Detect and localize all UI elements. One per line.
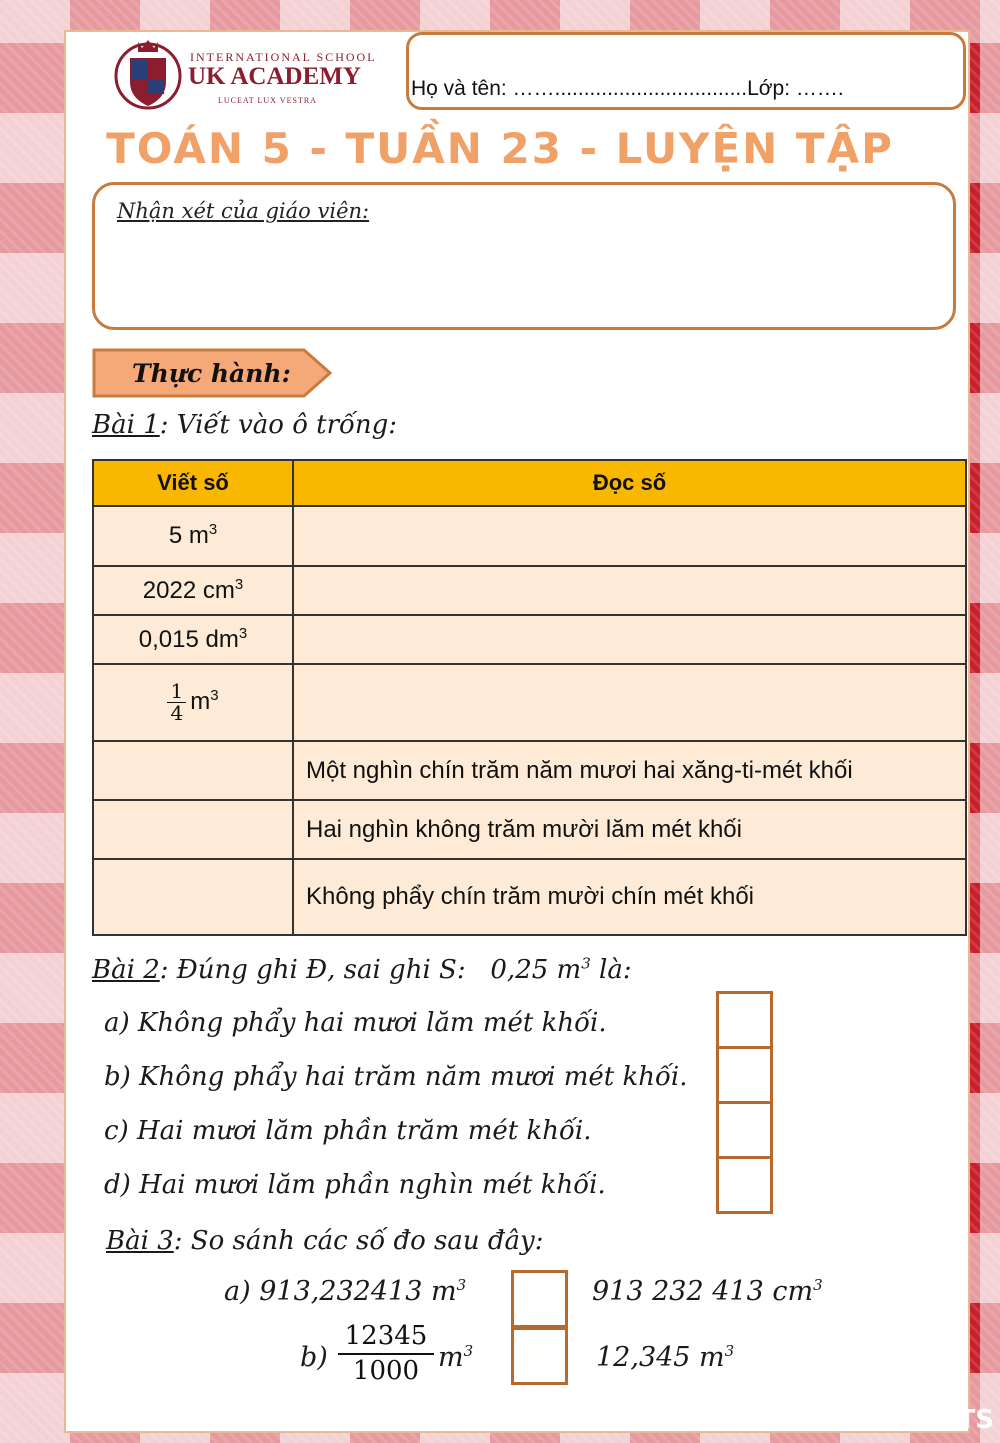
exponent: 3 [234,575,244,593]
number-value: 5 [168,522,183,549]
fraction-numerator: 12345 [338,1320,434,1355]
bai3-b-fraction [338,1320,434,1387]
school-name: UK ACADEMY [188,63,361,90]
bai2-item-c: c) Hai mươi lăm phần trăm mét khối. [104,1116,592,1146]
exponent: 3 [238,624,248,642]
write-cell [93,615,293,664]
bai2-item-a: a) Không phẩy hai mươi lăm mét khối. [104,1008,607,1038]
school-subtitle: INTERNATIONAL SCHOOL [190,50,377,64]
fraction-denominator: 4 [170,701,184,725]
col-write-header: Viết số [93,460,293,506]
bai1-label: Bài 1 [92,410,160,440]
practice-tag [92,348,332,398]
exponent: 3 [208,521,218,538]
fraction-numerator: 1 [167,681,186,703]
compare-box-a[interactable] [511,1270,568,1328]
bai1-instruction: : Viết vào ô trống: [159,410,398,440]
compare-box-b[interactable] [511,1327,568,1385]
exponent: 3 [813,1276,823,1294]
bai3-b-right-text: 12,345 m [596,1342,725,1373]
bai3-a-right-text: 913 232 413 cm [592,1276,814,1307]
answer-box-d[interactable] [716,1156,773,1214]
bai1-heading [92,410,397,440]
col-read-header: Đọc số [293,460,966,506]
write-answer-cell[interactable] [93,800,293,859]
table-row [93,566,966,615]
fraction [167,681,186,724]
write-answer-cell[interactable] [93,859,293,935]
write-cell [93,506,293,566]
answer-box-c[interactable] [716,1101,773,1159]
liveworksheets-watermark: LIVEWORKSHEETS [726,1405,994,1435]
teacher-comment-box [92,182,956,330]
write-cell [93,664,293,741]
bai3-a-left [224,1276,466,1307]
read-text-cell: Một nghìn chín trăm năm mươi hai xăng-ti-mét khối [293,741,966,800]
write-cell [93,566,293,615]
read-text-cell: Hai nghìn không trăm mười lăm mét khối [293,800,966,859]
bai2-heading [92,955,632,985]
exponent: 3 [463,1342,474,1360]
answer-box-a[interactable] [716,991,773,1049]
bai2-value: 0,25 m [490,955,582,985]
unit: m [188,522,209,549]
bai2-instruction: : Đúng ghi Đ, sai ghi S: [159,955,466,985]
teacher-comment-label: Nhận xét của giáo viên: [117,199,370,223]
unit: m [438,1342,464,1373]
school-motto: LUCEAT LUX VESTRA [218,96,317,105]
bai2-label: Bài 2 [92,955,160,985]
read-answer-cell[interactable] [293,664,966,741]
practice-label: Thực hành: [132,359,291,388]
bai3-b-right [596,1342,734,1373]
bai3-instruction: : So sánh các số đo sau đây: [173,1226,544,1256]
table-row [93,800,966,859]
read-answer-cell[interactable] [293,566,966,615]
bai3-a-left-text: a) 913,232413 m [224,1276,457,1307]
bai3-b-prefix: b) [300,1342,328,1373]
name-class-line: Họ và tên: …….................................Lớp: ……. [411,77,844,100]
bai3-a-right [592,1276,823,1307]
number-value: 0,015 [138,625,199,653]
bai3-label: Bài 3 [106,1226,174,1256]
bai3-heading [106,1226,544,1256]
exponent: 3 [724,1342,735,1360]
fraction-denominator: 1000 [352,1355,420,1386]
unit: dm [205,625,239,653]
school-logo [112,36,377,110]
read-answer-cell[interactable] [293,506,966,566]
write-answer-cell[interactable] [93,741,293,800]
page-title: TOÁN 5 - TUẦN 23 - LUYỆN TẬP [106,124,894,173]
exponent: 3 [456,1276,467,1294]
student-info-box[interactable] [406,32,966,110]
bai2-suffix: là: [590,955,632,985]
unit: m [190,687,211,715]
table-row [93,741,966,800]
table-row [93,664,966,741]
read-text-cell: Không phẩy chín trăm mười chín mét khối [293,859,966,935]
answer-box-b[interactable] [716,1046,773,1104]
bai3-b-unit [438,1342,473,1373]
exponent: 3 [210,686,219,704]
table-header-row [93,460,966,506]
read-answer-cell[interactable] [293,615,966,664]
table-row [93,615,966,664]
table-row [93,506,966,566]
bai2-item-d: d) Hai mươi lăm phần nghìn mét khối. [104,1170,606,1200]
unit: cm [202,576,235,604]
crest-icon [112,36,184,110]
table-row [93,859,966,935]
bai2-item-b: b) Không phẩy hai trăm năm mươi mét khối. [104,1062,688,1092]
exponent: 3 [581,954,591,973]
number-value: 2022 [142,576,197,604]
bai1-table [92,459,967,936]
